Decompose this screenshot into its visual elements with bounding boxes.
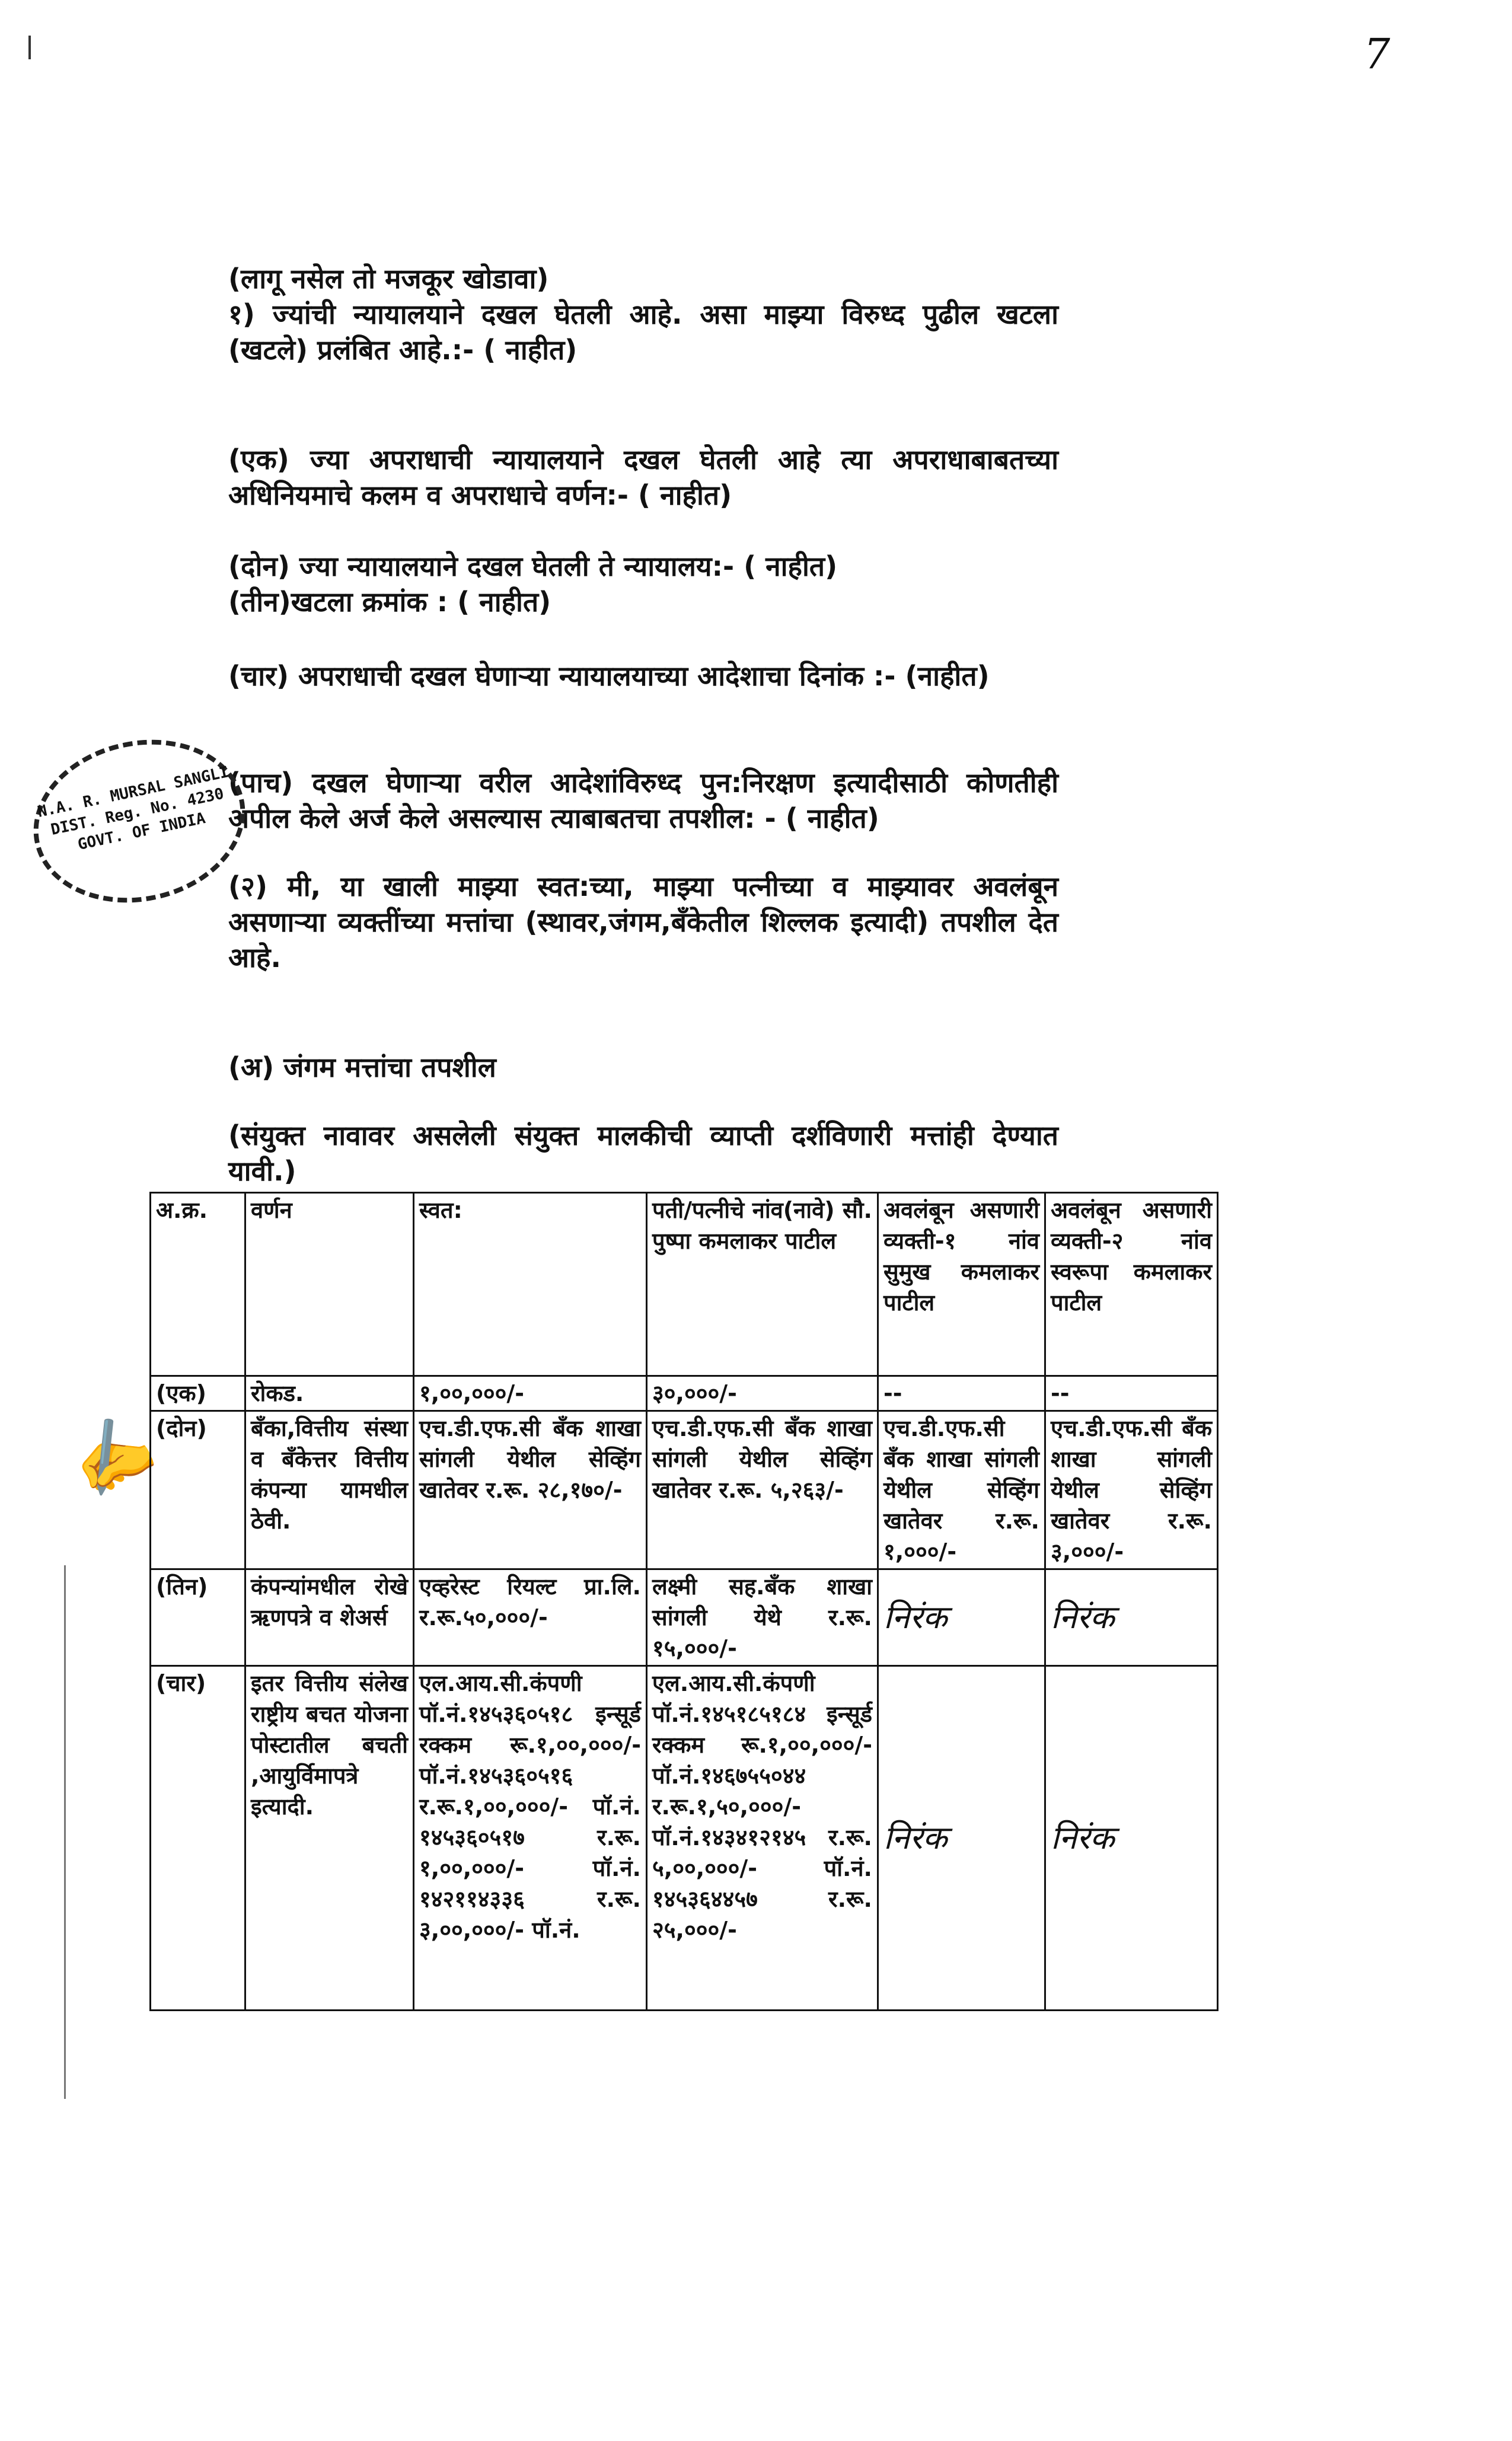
movable-assets-table xyxy=(149,1192,1218,2011)
header-self: स्वत: xyxy=(414,1193,647,1376)
cell: एच.डी.एफ.सी बँक शाखा सांगली येथील सेव्हिंग खातेवर र.रू. ५,२६३/- xyxy=(647,1411,878,1569)
scan-mark xyxy=(28,36,31,59)
item-2-assets-declaration: (२) मी, या खाली माझ्या स्वत:च्या, माझ्या पत्नीच्या व माझ्यावर अवलंबून असणाऱ्या व्यक्तींच्या मत्तांचा (स्थावर,जंगम,बँकेतील शिल्लक इत्यादी) तपशील देत आहे. xyxy=(228,870,1058,974)
item-ek-offence: (एक) ज्या अपराधाची न्यायालयाने दखल घेतली आहे त्या अपराधाबाबतच्या अधिनियमाचे कलम व अपराधाचे वर्णन:- ( नाहीत) xyxy=(228,443,1058,511)
handwritten-nil: निरंक xyxy=(1045,1569,1218,1666)
handwritten-nil: निरंक xyxy=(878,1666,1045,2011)
cell: इतर वित्तीय संलेख राष्ट्रीय बचत योजना पोस्टातील बचती ,आयुर्विमापत्रे इत्यादी. xyxy=(245,1666,414,2011)
cell: (दोन) xyxy=(151,1411,245,1569)
cell: (तिन) xyxy=(151,1569,245,1666)
cell: एच.डी.एफ.सी बँक शाखा सांगली येथील सेव्हिंग खातेवर र.रू. २८,१७०/- xyxy=(414,1411,647,1569)
item-1-pending-cases: १) ज्यांची न्यायालयाने दखल घेतली आहे. असा माझ्या विरुध्द पुढील खटला (खटले) प्रलंबित आहे.:- ( नाहीत) xyxy=(228,298,1058,366)
cell: रोकड. xyxy=(245,1376,414,1411)
cell: (चार) xyxy=(151,1666,245,2011)
signature-scribble: ✍ xyxy=(57,1402,166,1508)
page-number: 7 xyxy=(1364,30,1390,78)
table-row xyxy=(151,1411,1218,1569)
cell: एव्हरेस्ट रियल्ट प्रा.लि. र.रू.५०,०००/- xyxy=(414,1569,647,1666)
cell: बँका,वित्तीय संस्था व बँकेत्तर वित्तीय कंपन्या यामधील ठेवी. xyxy=(245,1411,414,1569)
header-spouse: पती/पत्नीचे नांव(नावे) सौ. पुष्पा कमलाकर पाटील xyxy=(647,1193,878,1376)
handwritten-nil: निरंक xyxy=(1045,1666,1218,2011)
table-row xyxy=(151,1666,1218,2011)
instruction-note: (लागू नसेल तो मजकूर खोडावा) xyxy=(228,263,549,295)
margin-line xyxy=(64,1565,66,2099)
header-description: वर्णन xyxy=(245,1193,414,1376)
item-char-order-date: (चार) अपराधाची दखल घेणाऱ्या न्यायालयाच्या आदेशाचा दिनांक :- (नाहीत) xyxy=(228,660,990,692)
cell: एच.डी.एफ.सी बँक शाखा सांगली येथील सेव्हिंग खातेवर र.रू. ३,०००/- xyxy=(1045,1411,1218,1569)
item-teen-case-no: (तीन)खटला क्रमांक : ( नाहीत) xyxy=(228,586,551,618)
cell: लक्ष्मी सह.बँक शाखा सांगली येथे र.रू. १५,०००/- xyxy=(647,1569,878,1666)
table-row xyxy=(151,1376,1218,1411)
item-pach-appeal: (पाच) दखल घेणाऱ्या वरील आदेशांविरुध्द पुन:निरक्षण इत्यादीसाठी कोणतीही अपील केले अर्ज केले असल्यास त्याबाबतचा तपशील: - ( नाहीत) xyxy=(228,767,1058,834)
handwritten-nil: निरंक xyxy=(878,1569,1045,1666)
cell: (एक) xyxy=(151,1376,245,1411)
item-don-court: (दोन) ज्या न्यायालयाने दखल घेतली ते न्यायालय:- ( नाहीत) xyxy=(228,550,838,582)
cell: एल.आय.सी.कंपणी पॉ.नं.१४५३६०५१८ इन्सूर्ड रक्कम रू.१,००,०००/- पॉ.नं.१४५३६०५१६ र.रू.१,००,०००/- पॉ.नं. १४५३६०५१७ र.रू. १,००,०००/- पॉ.नं. १४२११४३३६ र.रू. ३,००,०००/- पॉ.नं. xyxy=(414,1666,647,2011)
header-dependent-2: अवलंबून असणारी व्यक्ती-२ नांव स्वरूपा कमलाकर पाटील xyxy=(1045,1193,1218,1376)
cell: -- xyxy=(1045,1376,1218,1411)
cell: एच.डी.एफ.सी बँक शाखा सांगली येथील सेव्हिंग खातेवर र.रू. १,०००/- xyxy=(878,1411,1045,1569)
movable-assets-table-wrap xyxy=(149,1192,1212,2011)
cell: -- xyxy=(878,1376,1045,1411)
header-dependent-1: अवलंबून असणारी व्यक्ती-१ नांव सुमुख कमलाकर पाटील xyxy=(878,1193,1045,1376)
notary-stamp xyxy=(18,721,260,922)
table-row xyxy=(151,1569,1218,1666)
section-a-heading: (अ) जंगम मत्तांचा तपशील xyxy=(228,1051,496,1083)
table-header-row xyxy=(151,1193,1218,1376)
cell: एल.आय.सी.कंपणी पॉ.नं.१४५१८५१८४ इन्सूर्ड रक्कम रू.१,००,०००/- पॉ.नं.१४६७५५०४४ र.रू.१,५०,०००/- पॉ.नं.१४३४१२१४५ र.रू. ५,००,०००/- पॉ.नं. १४५३६४४५७ र.रू. २५,०००/- xyxy=(647,1666,878,2011)
section-a-note: (संयुक्त नावावर असलेली संयुक्त मालकीची व्याप्ती दर्शविणारी मत्तांही देण्यात यावी.) xyxy=(228,1119,1058,1187)
cell: १,००,०००/- xyxy=(414,1376,647,1411)
cell: कंपन्यांमधील रोखे ऋणपत्रे व शेअर्स xyxy=(245,1569,414,1666)
stamp-text: N.A. R. MURSAL SANGLI DIST. Reg. No. 4230 GOVT. OF INDIA xyxy=(36,763,231,854)
cell: ३०,०००/- xyxy=(647,1376,878,1411)
header-serial: अ.क्र. xyxy=(151,1193,245,1376)
